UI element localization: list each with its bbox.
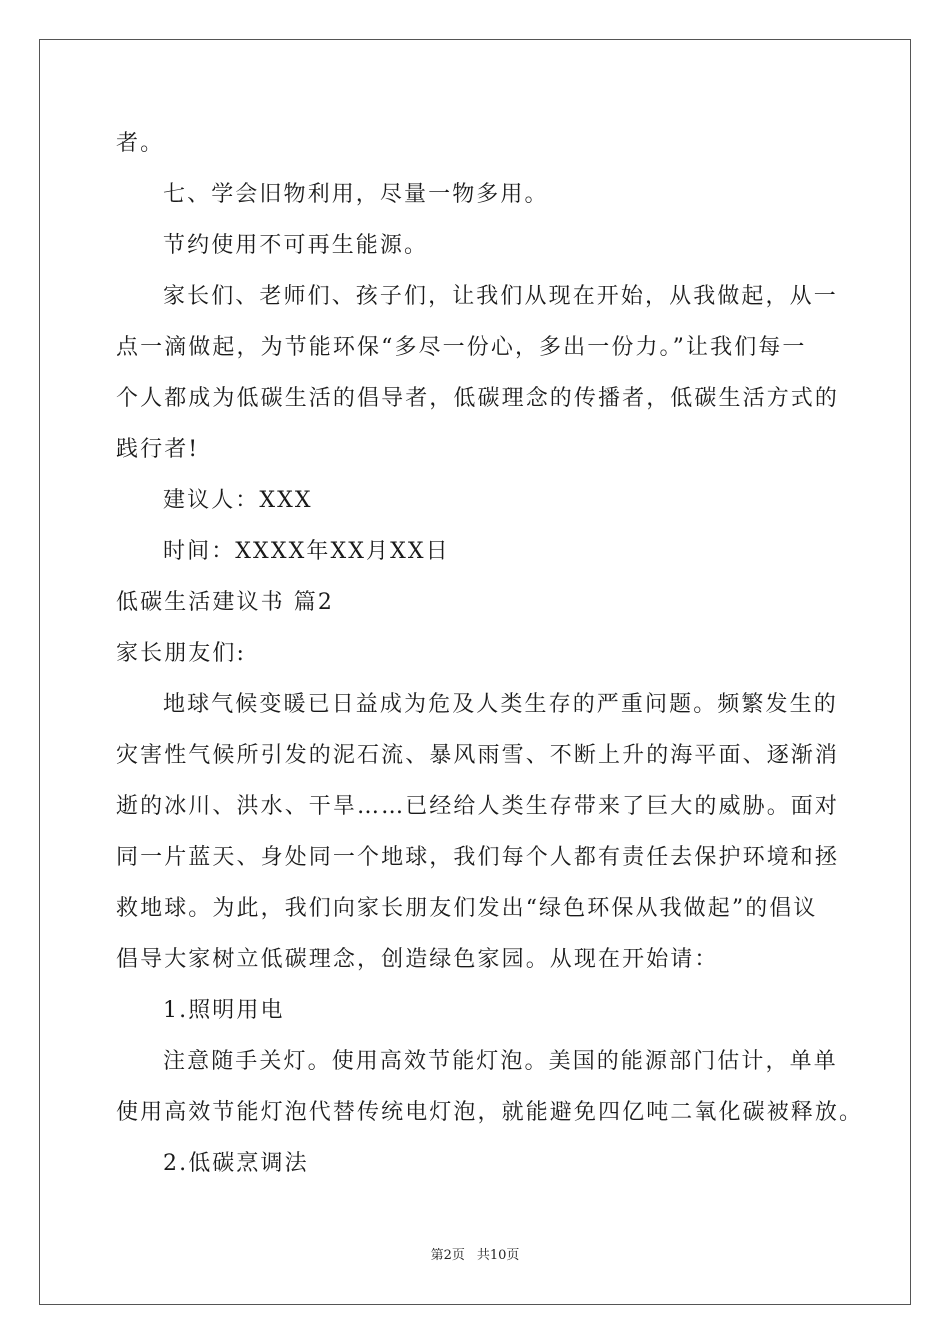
text-line: 节约使用不可再生能源。 bbox=[163, 233, 429, 258]
section-heading: 低碳生活建议书 篇2 bbox=[116, 590, 334, 615]
text-line: 点一滴做起，为节能环保“多尽一份心，多出一份力。”让我们每一 bbox=[116, 335, 807, 360]
text-line: 地球气候变暖已日益成为危及人类生存的严重问题。频繁发生的 bbox=[163, 692, 838, 717]
list-item-heading: 2.低碳烹调法 bbox=[163, 1151, 309, 1176]
text-line: 救地球。为此，我们向家长朋友们发出“绿色环保从我做起”的倡议 bbox=[116, 896, 818, 921]
page-footer bbox=[0, 1248, 950, 1264]
text-line: 同一片蓝天、身处同一个地球，我们每个人都有责任去保护环境和拯 bbox=[116, 845, 840, 870]
list-item-heading: 1.照明用电 bbox=[163, 998, 285, 1023]
text-line: 家长们、老师们、孩子们，让我们从现在开始，从我做起，从一 bbox=[163, 284, 838, 309]
page-number: 第2页 bbox=[430, 1248, 465, 1263]
text-line: 倡导大家树立低碳理念，创造绿色家园。从现在开始请： bbox=[116, 947, 719, 972]
text-line: 践行者! bbox=[116, 437, 200, 462]
page-total: 共10页 bbox=[476, 1248, 520, 1263]
date-line: 时间：XXXX年XX月XX日 bbox=[163, 539, 450, 564]
salutation: 家长朋友们: bbox=[116, 641, 247, 666]
text-line: 个人都成为低碳生活的倡导者，低碳理念的传播者，低碳生活方式的 bbox=[116, 386, 840, 411]
text-line: 逝的冰川、洪水、干旱……已经给人类生存带来了巨大的威胁。面对 bbox=[116, 794, 840, 819]
text-line: 注意随手关灯。使用高效节能灯泡。美国的能源部门估计，单单 bbox=[163, 1049, 838, 1074]
text-line: 七、学会旧物利用，尽量一物多用。 bbox=[163, 182, 549, 207]
signatory-line: 建议人：XXX bbox=[163, 488, 313, 513]
text-line: 使用高效节能灯泡代替传统电灯泡，就能避免四亿吨二氧化碳被释放。 bbox=[116, 1100, 864, 1125]
text-line: 灾害性气候所引发的泥石流、暴风雨雪、不断上升的海平面、逐渐消 bbox=[116, 743, 840, 768]
text-line: 者。 bbox=[116, 131, 165, 156]
document-body bbox=[116, 130, 864, 1201]
